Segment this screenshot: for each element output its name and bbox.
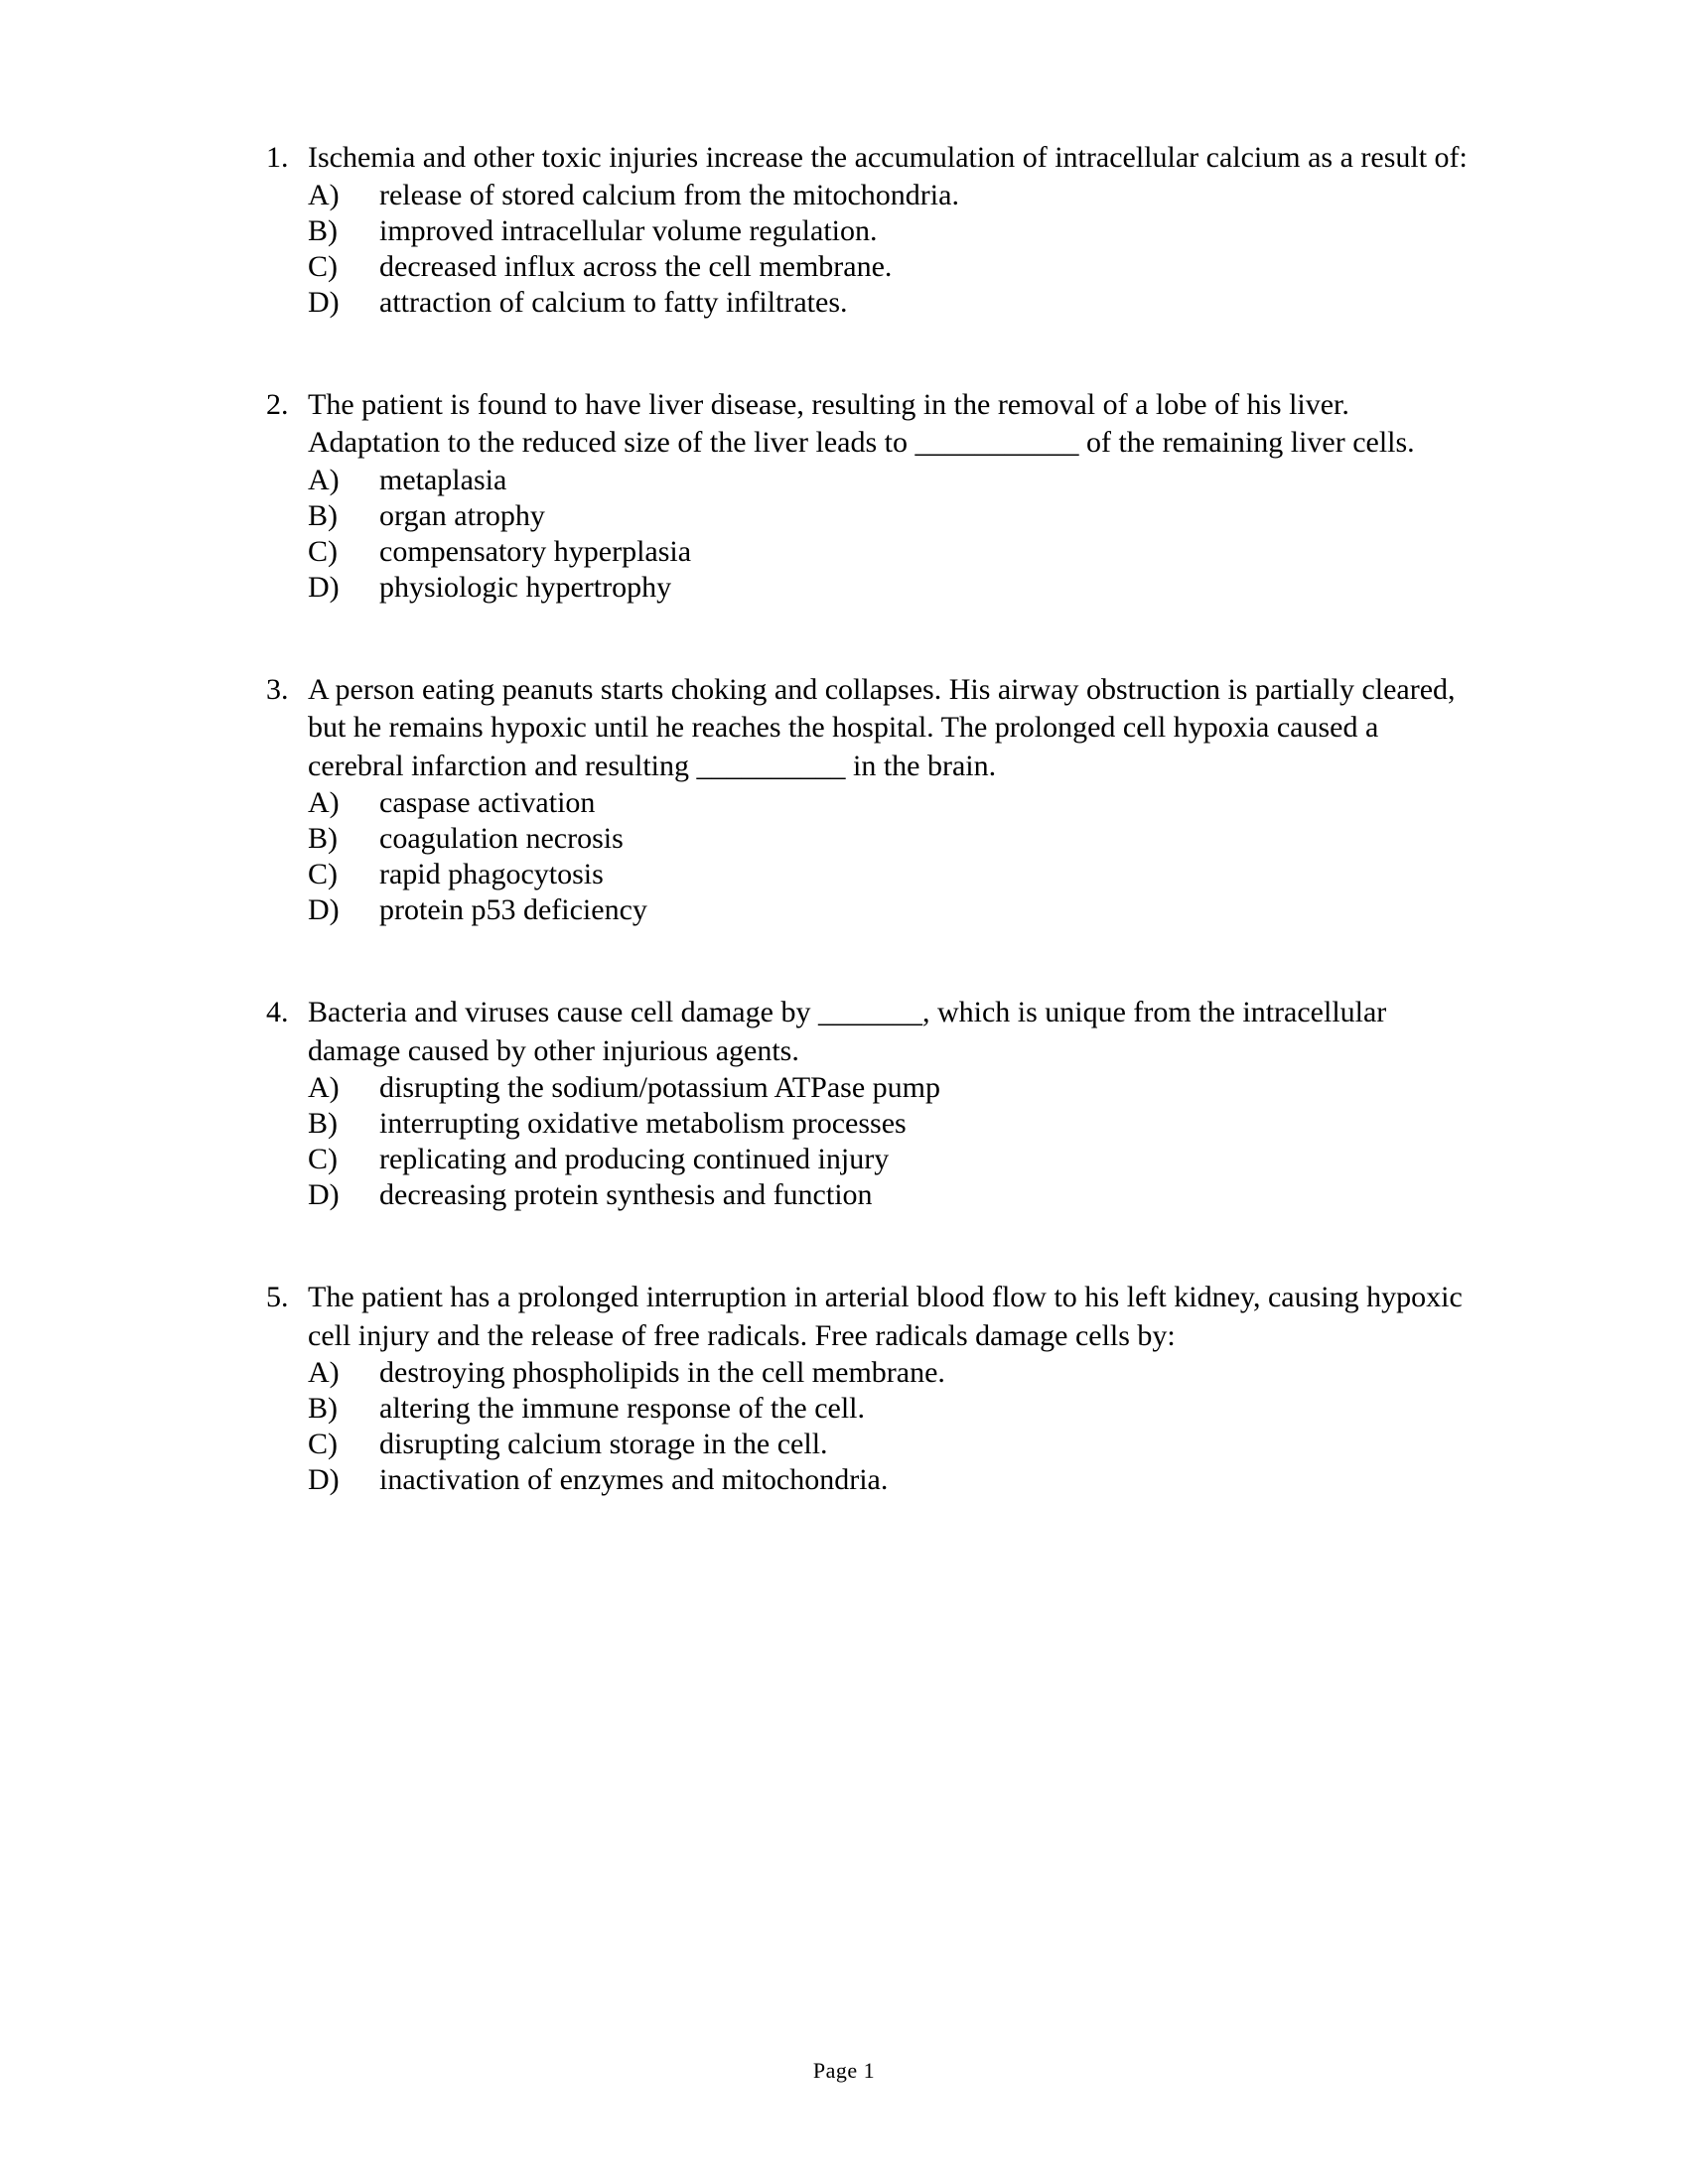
option-item-a[interactable] [308,785,1468,821]
question-stem: Ischemia and other toxic injuries increase the accumulation of intracellular calcium as a result of: [308,141,1468,174]
option-letter: A) [308,1356,340,1389]
question-stem: Bacteria and viruses cause cell damage by _______, which is unique from the intracellular damage caused by other injurious agents. [308,996,1387,1067]
option-text: altering the immune response of the cell. [379,1392,866,1425]
option-letter: C) [308,534,338,568]
option-text: metaplasia [379,463,507,496]
option-letter: D) [308,893,340,926]
option-text: disrupting the sodium/potassium ATPase pump [379,1071,941,1104]
option-list [308,1070,1468,1213]
option-list [308,1355,1468,1498]
option-letter: B) [308,213,338,247]
option-list [308,785,1468,928]
question-item [266,139,1468,321]
option-item-b[interactable] [308,213,1468,249]
option-item-c[interactable] [308,857,1468,892]
question-stem: The patient has a prolonged interruption in arterial blood flow to his left kidney, causing hypoxic cell injury and the release of free radicals. Free radicals damage cells by: [308,1281,1463,1352]
option-text: organ atrophy [379,498,545,532]
option-letter: D) [308,1178,340,1211]
option-item-a[interactable] [308,463,1468,498]
option-text: caspase activation [379,786,596,819]
option-item-a[interactable] [308,1070,1468,1106]
option-text: decreased influx across the cell membrane. [379,249,893,283]
question-stem: The patient is found to have liver disease, resulting in the removal of a lobe of his liver. Adaptation to the reduced size of the liver leads to ___________ of the remaining liver cells. [308,387,1415,459]
option-text: improved intracellular volume regulation. [379,213,878,247]
question-number: 5. [266,1281,289,1313]
option-item-c[interactable] [308,1427,1468,1462]
option-letter: A) [308,178,340,211]
option-text: release of stored calcium from the mitochondria. [379,178,959,211]
option-item-d[interactable] [308,285,1468,321]
option-text: attraction of calcium to fatty infiltrates. [379,285,848,319]
option-letter: C) [308,249,338,283]
question-list [266,139,1468,1498]
option-text: physiologic hypertrophy [379,570,672,604]
option-letter: A) [308,1071,340,1104]
option-item-b[interactable] [308,1391,1468,1427]
question-item [266,994,1468,1213]
option-item-c[interactable] [308,534,1468,570]
option-item-d[interactable] [308,1462,1468,1498]
option-item-a[interactable] [308,1355,1468,1391]
question-number: 3. [266,672,289,706]
option-letter: A) [308,786,340,819]
option-letter: B) [308,1107,338,1140]
option-text: destroying phospholipids in the cell membrane. [379,1356,945,1389]
option-letter: D) [308,285,340,319]
option-text: inactivation of enzymes and mitochondria. [379,1463,889,1496]
option-list [308,463,1468,606]
option-text: protein p53 deficiency [379,893,647,926]
question-number: 1. [266,141,289,174]
option-text: decreasing protein synthesis and function [379,1178,873,1211]
option-item-b[interactable] [308,498,1468,534]
option-letter: C) [308,1143,338,1175]
option-text: compensatory hyperplasia [379,534,692,568]
option-letter: B) [308,822,338,855]
option-item-d[interactable] [308,570,1468,606]
option-item-d[interactable] [308,1177,1468,1213]
option-item-a[interactable] [308,178,1468,213]
option-text: disrupting calcium storage in the cell. [379,1428,828,1460]
option-text: interrupting oxidative metabolism processes [379,1107,907,1140]
option-text: rapid phagocytosis [379,858,604,890]
option-item-c[interactable] [308,249,1468,285]
option-letter: C) [308,1428,338,1460]
question-item [266,386,1468,606]
option-letter: D) [308,1463,340,1496]
question-item [266,671,1468,929]
option-letter: A) [308,463,340,496]
question-stem: A person eating peanuts starts choking and collapses. His airway obstruction is partially cleared, but he remains hypoxic until he reaches the hospital. The prolonged cell hypoxia caused a cerebral infarction and resulting __________ in the brain. [308,672,1456,782]
option-item-c[interactable] [308,1142,1468,1177]
option-letter: C) [308,858,338,890]
question-number: 4. [266,996,289,1028]
question-item [266,1279,1468,1498]
option-letter: B) [308,498,338,532]
option-letter: B) [308,1392,338,1425]
option-text: coagulation necrosis [379,822,624,855]
page-footer: Page 1 [812,2058,876,2083]
option-item-b[interactable] [308,821,1468,857]
option-text: replicating and producing continued injury [379,1143,890,1175]
option-item-d[interactable] [308,892,1468,928]
option-item-b[interactable] [308,1106,1468,1142]
option-list [308,178,1468,321]
question-number: 2. [266,387,289,421]
option-letter: D) [308,570,340,604]
